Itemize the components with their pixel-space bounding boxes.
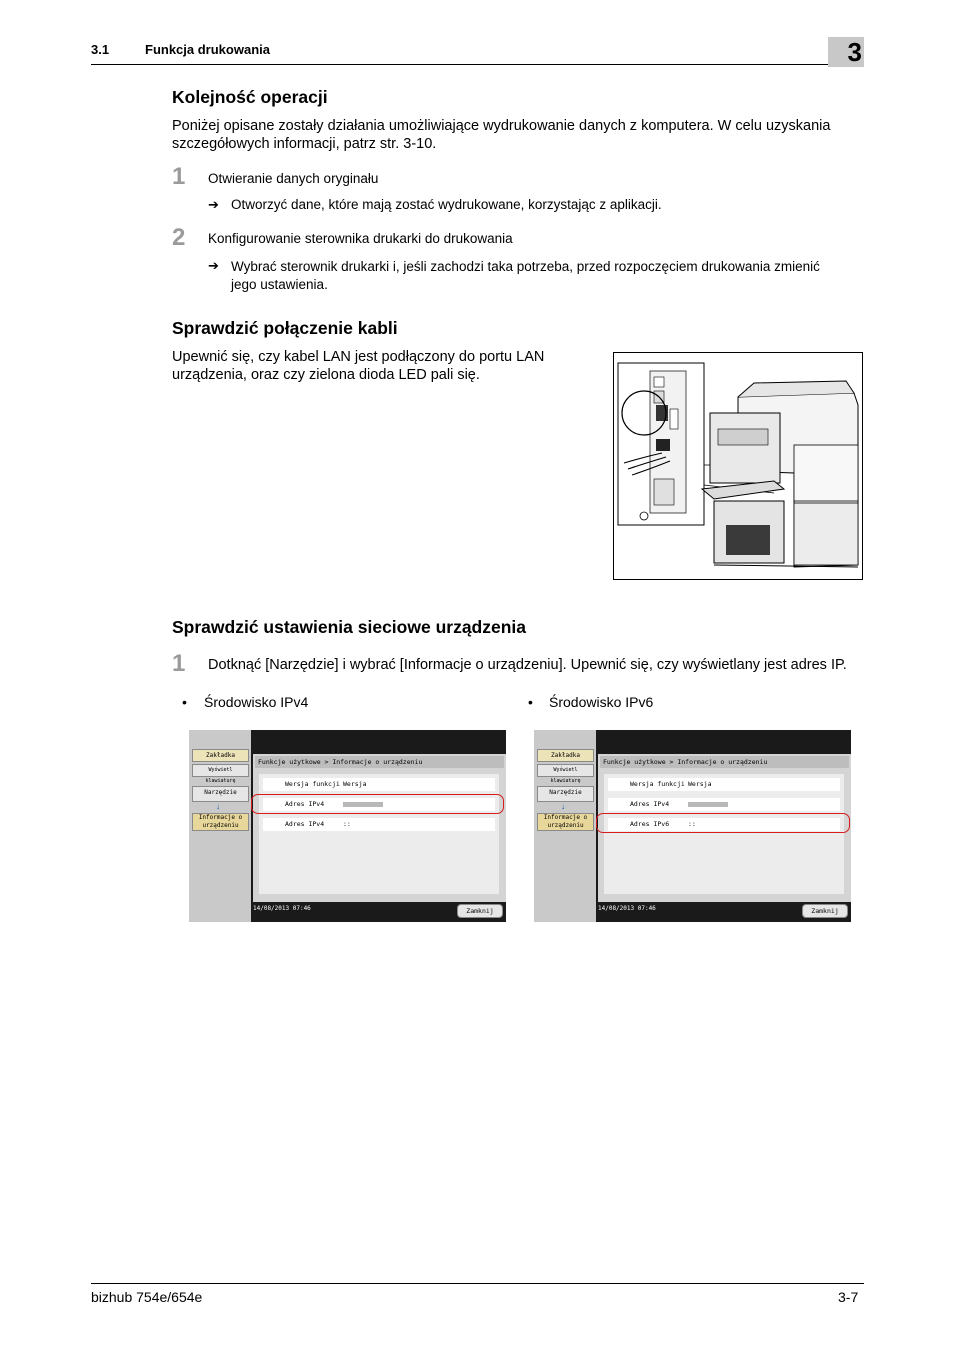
- device-info-button[interactable]: Informacje o urządzeniu: [537, 813, 594, 831]
- footer-rule: [91, 1283, 864, 1284]
- info-value: ::: [343, 820, 351, 828]
- chapter-badge: [828, 37, 864, 67]
- info-key: Wersja funkcji: [285, 780, 340, 788]
- screenshot-ipv6: [534, 730, 851, 922]
- step-number: 2: [172, 224, 186, 251]
- bullet-ipv6: Środowisko IPv6: [549, 694, 654, 710]
- step-number: 1: [172, 163, 186, 190]
- highlight-ring: [251, 794, 504, 814]
- cable-line: Upewnić się, czy kabel LAN jest podłączony do portu LAN: [172, 349, 545, 365]
- screenshot-ipv4: [189, 730, 506, 922]
- info-key: Adres IPv6: [630, 820, 670, 828]
- substep-text: [231, 258, 820, 294]
- down-arrow-icon: ↓: [561, 802, 565, 811]
- printer-illustration: [613, 352, 863, 580]
- cable-paragraph: [172, 348, 544, 384]
- info-list: [604, 774, 844, 894]
- info-row: [263, 778, 495, 791]
- step-text: Otwieranie danych oryginału: [208, 171, 379, 186]
- substep-text: Otworzyć dane, które mają zostać wydrukowane, korzystając z aplikacji.: [231, 197, 662, 212]
- panel-sidebar: [534, 730, 596, 922]
- intro-line: Poniżej opisane zostały działania umożliwiające wydrukowanie danych z komputera. W celu uzyskania: [172, 118, 831, 134]
- bullet-icon: •: [182, 694, 187, 710]
- info-row: [263, 818, 495, 831]
- intro-paragraph: [172, 117, 830, 153]
- step-text: Dotknąć [Narzędzie] i wybrać [Informacje o urządzeniu]. Upewnić się, czy wyświetlany jest adres IP.: [208, 657, 847, 673]
- printer-drawing: [614, 353, 862, 579]
- substep-line: Wybrać sterownik drukarki i, jeśli zachodzi taka potrzeba, przed rozpoczęciem drukowania zmienić: [231, 259, 820, 274]
- substep-line: jego ustawienia.: [231, 277, 328, 292]
- info-value: ::: [688, 820, 696, 828]
- info-key: Wersja funkcji: [630, 780, 685, 788]
- heading-kolejnosc: Kolejność operacji: [172, 87, 328, 107]
- tool-button[interactable]: Narzędzie: [537, 786, 594, 802]
- panel-datetime: 14/08/2013 07:46: [598, 905, 656, 912]
- bullet-icon: •: [528, 694, 533, 710]
- step-text: Konfigurowanie sterownika drukarki do drukowania: [208, 231, 513, 246]
- bookmark-button[interactable]: Zakładka: [192, 749, 249, 762]
- heading-ustawienia-sieciowe: Sprawdzić ustawienia sieciowe urządzenia: [172, 617, 527, 637]
- info-row: [608, 778, 840, 791]
- intro-line: szczegółowych informacji, patrz str. 3-10.: [172, 136, 437, 152]
- info-key: Adres IPv4: [285, 800, 325, 808]
- heading-polaczenie-kabli: Sprawdzić połączenie kabli: [172, 318, 398, 338]
- panel-datetime: 14/08/2013 07:46: [253, 905, 311, 912]
- panel-sidebar: [189, 730, 251, 922]
- blurred-address: [688, 802, 728, 807]
- info-key: Adres IPv4: [285, 820, 325, 828]
- panel-title: Funkcje użytkowe > Informacje o urządzeniu: [255, 756, 504, 768]
- cable-line: urządzenia, oraz czy zielona dioda LED pali się.: [172, 367, 480, 383]
- info-list: [259, 774, 499, 894]
- footer-model: bizhub 754e/654e: [91, 1289, 203, 1305]
- bookmark-button[interactable]: Zakładka: [537, 749, 594, 762]
- step-number: 1: [172, 650, 186, 677]
- highlight-ring: [596, 813, 850, 833]
- section-number: 3.1: [91, 42, 110, 57]
- footer-page-number: 3-7: [838, 1289, 859, 1305]
- chapter-number: 3: [847, 37, 862, 67]
- keyboard-button[interactable]: Wyświetl klawiaturę: [192, 764, 249, 777]
- arrow-icon: ➔: [208, 197, 219, 212]
- info-value: Wersja: [688, 780, 712, 788]
- device-info-button[interactable]: Informacje o urządzeniu: [192, 813, 249, 831]
- header-rule: [91, 64, 864, 65]
- keyboard-button[interactable]: Wyświetl klawiaturę: [537, 764, 594, 777]
- close-button[interactable]: Zamknij: [457, 904, 503, 918]
- info-value: [688, 798, 728, 811]
- bullet-ipv4: Środowisko IPv4: [204, 694, 309, 710]
- panel-main: [253, 754, 506, 902]
- close-button[interactable]: Zamknij: [802, 904, 848, 918]
- panel-title: Funkcje użytkowe > Informacje o urządzeniu: [600, 756, 849, 768]
- info-key: Adres IPv4: [630, 800, 670, 808]
- info-row: [608, 798, 840, 811]
- section-title: Funkcja drukowania: [145, 42, 270, 57]
- tool-button[interactable]: Narzędzie: [192, 786, 249, 802]
- info-value: Wersja: [343, 780, 367, 788]
- down-arrow-icon: ↓: [216, 802, 220, 811]
- arrow-icon: ➔: [208, 258, 219, 273]
